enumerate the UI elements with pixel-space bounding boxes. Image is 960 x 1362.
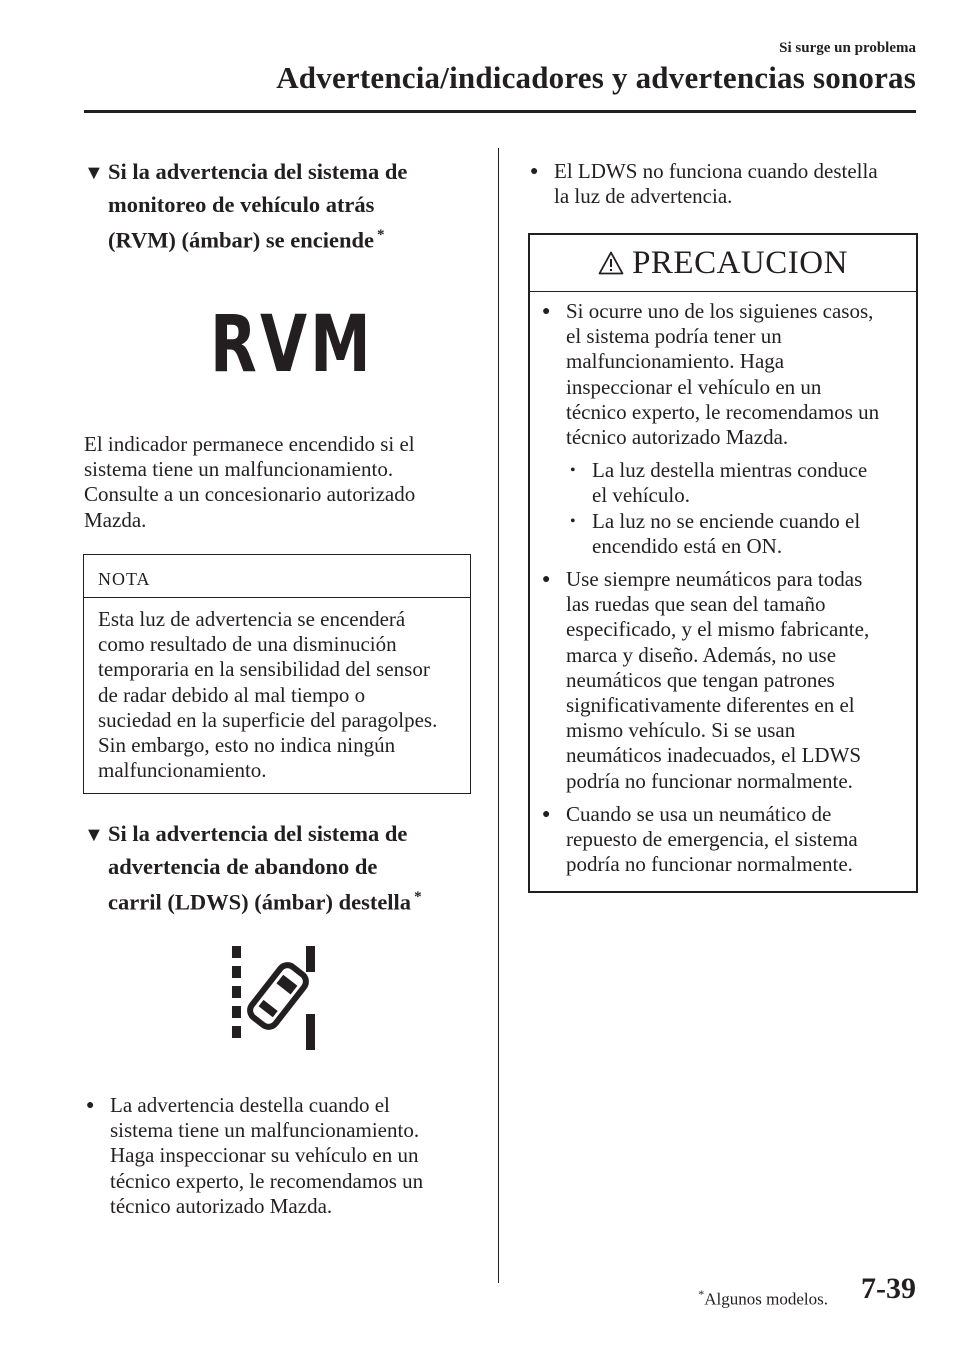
bullet-icon: ●	[542, 304, 551, 319]
text-line: neumáticos inadecuados, el LDWS	[566, 743, 862, 768]
precaucion-header	[530, 235, 916, 291]
warning-triangle-icon	[598, 251, 624, 275]
sub-list-item	[566, 509, 912, 559]
text-line: Consulte a un concesionario autorizado	[84, 482, 416, 507]
text-line: Si ocurre uno de los siguienes casos,	[566, 299, 874, 323]
text-line: suciedad en la superficie del paragolpes.	[98, 707, 438, 732]
heading-rvm-line1: Si la advertencia del sistema de	[108, 159, 408, 184]
text-line: técnico autorizado Mazda.	[110, 1193, 333, 1218]
page-title: Advertencia/indicadores y advertencias sonoras	[276, 60, 916, 95]
text-line: técnico experto, le recomendamos un	[566, 399, 880, 424]
text-line: Mazda.	[84, 507, 147, 532]
heading-ldws	[84, 818, 484, 918]
text-line: malfuncionamiento.	[98, 758, 267, 783]
asterisk-mark: *	[698, 1287, 705, 1301]
text-line: podría no funcionar normalmente.	[566, 852, 853, 877]
asterisk-mark: *	[414, 889, 422, 905]
bullet-icon: ●	[542, 572, 551, 588]
heading-ldws-line2: advertencia de abandono de	[108, 854, 378, 879]
footnote	[698, 1287, 828, 1310]
text-line: marca y diseño. Además, no use	[566, 642, 837, 667]
list-item	[540, 802, 912, 878]
text-line: especificado, y el mismo fabricante,	[566, 617, 870, 642]
text-line: La advertencia destella cuando el	[110, 1093, 390, 1117]
list-item	[528, 159, 914, 209]
nota-title: NOTA	[98, 569, 151, 589]
text-line: repuesto de emergencia, el sistema	[566, 827, 858, 852]
heading-ldws-line3: carril (LDWS) (ámbar) destella	[108, 889, 412, 915]
text-line: el vehículo.	[592, 483, 690, 508]
precaucion-divider	[530, 291, 916, 292]
ldws-warning-icon	[228, 946, 320, 1050]
nota-divider	[84, 597, 470, 598]
text-line: temporaria en la sensibilidad del sensor	[98, 657, 430, 682]
rvm-description	[84, 432, 484, 533]
heading-rvm	[84, 156, 484, 256]
text-line: sistema tiene un malfuncionamiento.	[110, 1118, 420, 1143]
sub-bullet-icon: •	[570, 512, 576, 530]
text-line: podría no funcionar normalmente.	[566, 768, 853, 793]
text-line: el sistema podría tener un	[566, 324, 782, 349]
heading-rvm-line2: monitoreo de vehículo atrás	[108, 192, 375, 217]
triangle-down-icon: ▼	[84, 824, 104, 846]
rvm-warning-icon: RVM	[210, 300, 374, 390]
text-line: Use siempre neumáticos para todas	[566, 567, 863, 592]
text-line: técnico autorizado Mazda.	[566, 425, 789, 450]
asterisk-mark: *	[377, 227, 385, 243]
bullet-icon: ●	[86, 1098, 95, 1113]
heading-ldws-line1: Si la advertencia del sistema de	[108, 821, 408, 846]
text-line: inspeccionar el vehículo en un	[566, 374, 822, 399]
precaucion-text	[540, 299, 912, 885]
text-line: El LDWS no funciona cuando destella	[554, 159, 878, 183]
bullet-icon: ●	[530, 164, 539, 179]
column-divider	[498, 148, 499, 1283]
text-line: técnico experto, le recomendamos un	[110, 1168, 424, 1193]
precaucion-box	[528, 233, 918, 893]
text-line: La luz destella mientras conduce	[592, 458, 868, 483]
nota-text	[98, 607, 464, 783]
list-item	[84, 1093, 484, 1219]
text-line: mismo vehículo. Si se usan	[566, 718, 796, 743]
heading-rvm-line3: (RVM) (ámbar) se enciende	[108, 227, 375, 253]
list-item	[540, 567, 912, 794]
text-line: como resultado de una disminución	[98, 632, 397, 657]
text-line: Sin embargo, esto no indica ningún	[98, 733, 396, 758]
text-line: de radar debido al mal tiempo o	[98, 682, 366, 707]
text-line: sistema tiene un malfuncionamiento.	[84, 457, 394, 482]
text-line: la luz de advertencia.	[554, 184, 733, 209]
footnote-text: Algunos modelos.	[704, 1289, 828, 1309]
text-line: Haga inspeccionar su vehículo en un	[110, 1143, 419, 1168]
sub-bullet-icon: •	[570, 462, 576, 480]
section-label: Si surge un problema	[779, 40, 916, 56]
sub-list-item	[566, 458, 912, 508]
text-line: Esta luz de advertencia se encenderá	[98, 607, 406, 631]
list-item	[540, 299, 912, 450]
text-line: La luz no se enciende cuando el	[592, 508, 861, 533]
precaucion-title: PRECAUCION	[632, 244, 848, 281]
bullet-icon: ●	[542, 806, 551, 822]
nota-box	[83, 554, 471, 794]
text-line: neumáticos que tengan patrones	[566, 667, 835, 692]
text-line: significativamente diferentes en el	[566, 693, 855, 718]
text-line: las ruedas que sean del tamaño	[566, 592, 826, 617]
text-line: encendido está en ON.	[592, 533, 783, 558]
triangle-down-icon: ▼	[84, 162, 104, 184]
text-line: malfuncionamiento. Haga	[566, 349, 785, 374]
text-line: Cuando se usa un neumático de	[566, 801, 832, 826]
page-number: 7-39	[861, 1272, 916, 1305]
text-line: El indicador permanece encendido si el	[84, 432, 415, 456]
header-divider	[84, 110, 916, 113]
